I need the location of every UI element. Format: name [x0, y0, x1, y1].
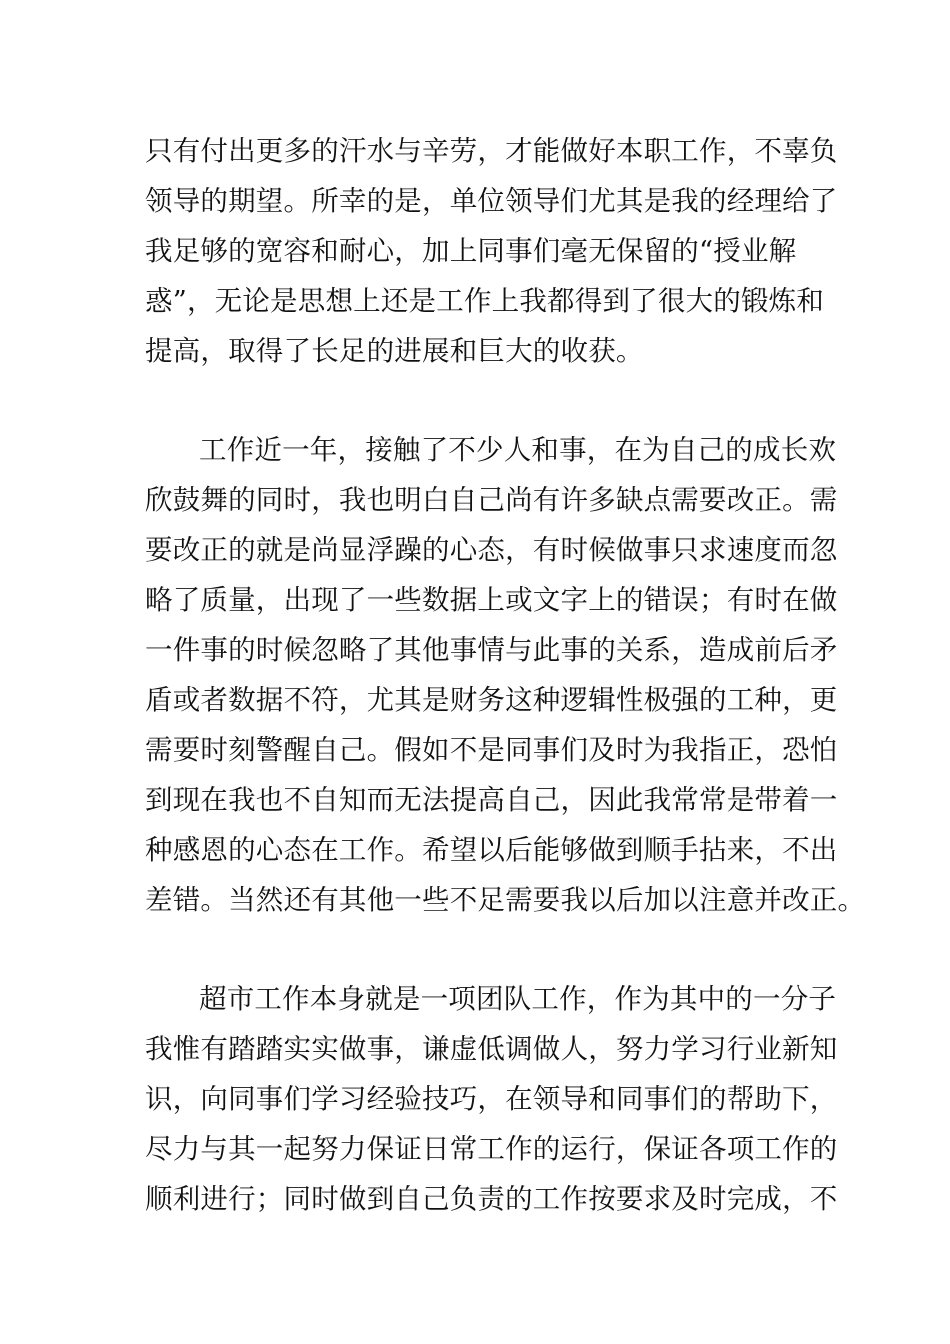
text-line: 领导的期望。所幸的是，单位领导们尤其是我的经理给了: [145, 185, 838, 217]
text-line: 种感恩的心态在工作。希望以后能够做到顺手拈来，不出: [145, 834, 838, 866]
text-line: 欣鼓舞的同时，我也明白自己尚有许多缺点需要改正。需: [145, 484, 838, 516]
text-line: 略了质量，出现了一些数据上或文字上的错误；有时在做: [145, 584, 838, 616]
text-line: 识，向同事们学习经验技巧，在领导和同事们的帮助下，: [145, 1083, 838, 1115]
text-line: 我惟有踏踏实实做事，谦虚低调做人，努力学习行业新知: [145, 1033, 838, 1065]
text-line: 超市工作本身就是一项团队工作，作为其中的一分子: [199, 983, 837, 1015]
text-line: 要改正的就是尚显浮躁的心态，有时候做事只求速度而忽: [145, 534, 838, 566]
text-line: 一件事的时候忽略了其他事情与此事的关系，造成前后矛: [145, 634, 838, 666]
text-line: 到现在我也不自知而无法提高自己，因此我常常是带着一: [145, 784, 838, 816]
text-line: 差错。当然还有其他一些不足需要我以后加以注意并改正。: [145, 884, 866, 916]
text-line: 我足够的宽容和耐心，加上同事们毫无保留的“授业解: [145, 235, 797, 267]
text-line: 需要时刻警醒自己。假如不是同事们及时为我指正，恐怕: [145, 734, 838, 766]
text-line: 只有付出更多的汗水与辛劳，才能做好本职工作，不辜负: [145, 135, 838, 167]
text-line: 惑”，无论是思想上还是工作上我都得到了很大的锻炼和: [145, 285, 825, 317]
text-line: 尽力与其一起努力保证日常工作的运行，保证各项工作的: [145, 1133, 838, 1165]
text-line: 工作近一年，接触了不少人和事，在为自己的成长欢: [199, 434, 837, 466]
text-line: 盾或者数据不符，尤其是财务这种逻辑性极强的工种，更: [145, 684, 838, 716]
text-line: 顺利进行；同时做到自己负责的工作按要求及时完成，不: [145, 1183, 838, 1215]
text-line: 提高，取得了长足的进展和巨大的收获。: [145, 335, 644, 367]
